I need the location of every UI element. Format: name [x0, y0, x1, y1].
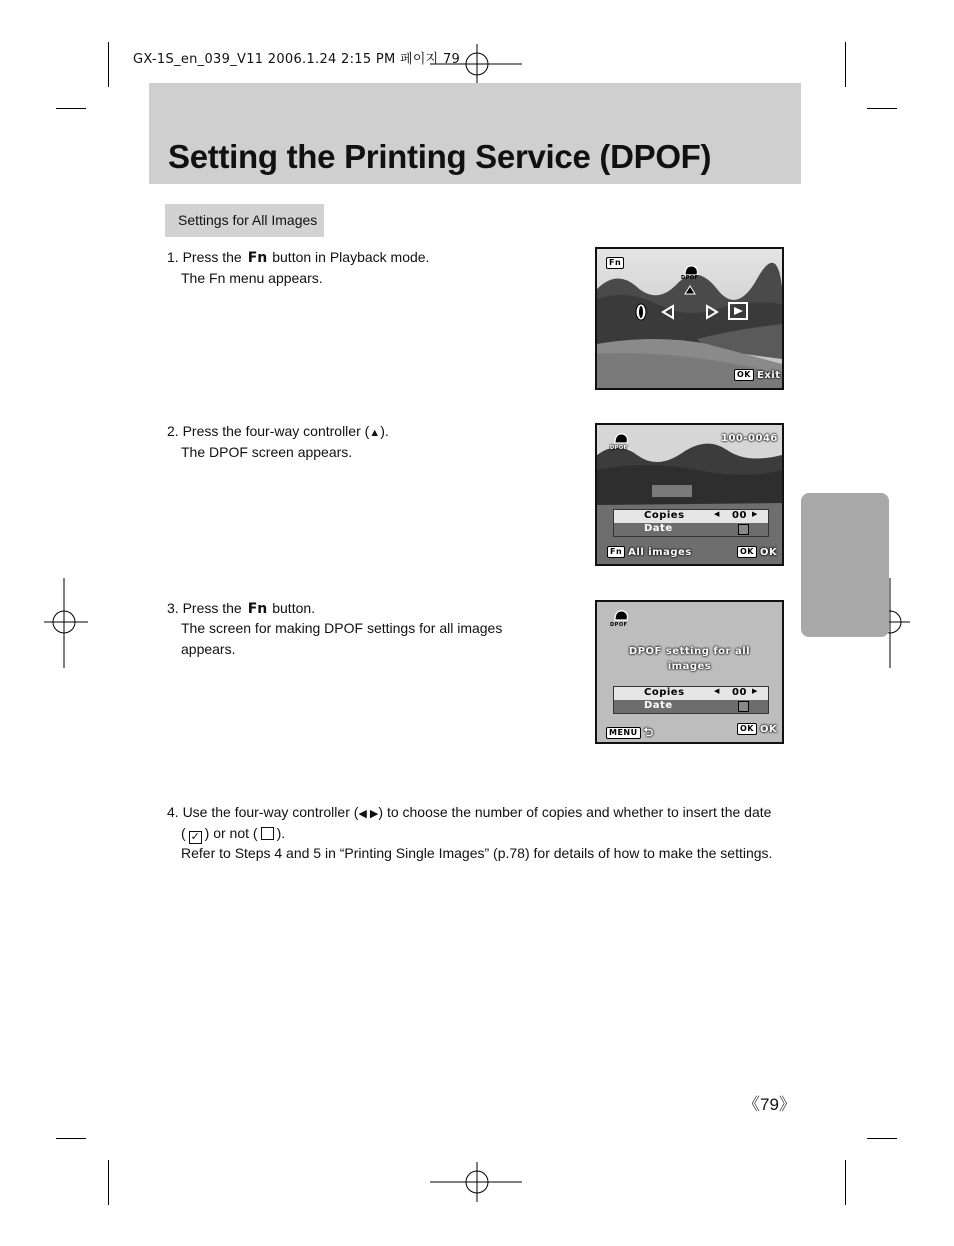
step-text: 3. Press the [167, 600, 242, 616]
step-text: 4. Use the four-way controller ( [167, 804, 359, 820]
menu-key-box: MENU [606, 727, 641, 739]
dpof-all-message-line-2: images [667, 661, 712, 672]
date-checkbox[interactable] [738, 701, 749, 712]
camera-screen-fn-menu [595, 247, 784, 390]
ok-key-box: OK [737, 723, 757, 735]
date-label: Date [644, 523, 673, 534]
ok-exit-label [734, 369, 781, 381]
date-row[interactable] [614, 700, 768, 713]
date-label: Date [644, 700, 673, 711]
left-arrow-icon: ◀ [714, 510, 720, 518]
crop-mark [867, 1138, 897, 1139]
ok-text: OK [760, 724, 778, 735]
camera-screen-dpof [595, 423, 784, 566]
step-2-line-1 [167, 423, 389, 442]
all-images-text: All images [628, 547, 692, 558]
checked-box-icon: ✓ [190, 831, 200, 843]
copies-label: Copies [644, 687, 685, 698]
dpof-label: DPOF [681, 275, 699, 281]
step-text: ( [181, 825, 186, 841]
fn-button-icon: Fn [247, 601, 268, 617]
ok-label [737, 546, 777, 558]
fn-key-box: Fn [606, 257, 624, 269]
crop-mark [56, 1138, 86, 1139]
right-arrow-icon: ▶ [752, 510, 758, 518]
copies-value: 00 [732, 687, 747, 698]
step-text: ). [276, 825, 286, 841]
step-text: 1. Press the [167, 249, 242, 265]
crop-mark [56, 108, 86, 109]
fn-button-icon: Fn [247, 250, 268, 266]
fn-key-label [606, 257, 627, 269]
step-4-line-2 [181, 825, 285, 844]
menu-back-label [606, 723, 654, 744]
step-3-line-2: The screen for making DPOF settings for all images [181, 620, 503, 636]
step-text: ). [380, 423, 389, 439]
camera-screen-dpof-all [595, 600, 784, 744]
step-3-line-1 [167, 600, 315, 618]
empty-box-icon [261, 827, 274, 840]
section-label: Settings for All Images [178, 212, 318, 228]
step-4-line-1 [167, 804, 771, 823]
right-arrow-icon: ▶ [752, 687, 758, 695]
crop-mark [845, 42, 846, 87]
copies-row[interactable] [614, 510, 768, 523]
dpof-settings-panel [613, 509, 769, 537]
copies-row[interactable] [614, 687, 768, 700]
date-row[interactable] [614, 523, 768, 536]
page-number: 《79》 [743, 1095, 796, 1114]
page-title: Setting the Printing Service (DPOF) [168, 138, 712, 175]
crop-mark [867, 108, 897, 109]
copies-label: Copies [644, 510, 685, 521]
step-1-line-1 [167, 249, 429, 267]
step-text: 2. Press the four-way controller ( [167, 423, 370, 439]
ok-key-box: OK [734, 369, 754, 381]
step-4-line-3: Refer to Steps 4 and 5 in “Printing Single Images” (p.78) for details of how to make the settings. [181, 845, 773, 861]
date-checkbox[interactable] [738, 524, 749, 535]
dpof-label: DPOF [610, 445, 628, 451]
step-3-line-3: appears. [181, 641, 236, 657]
ok-key-box: OK [737, 546, 757, 558]
up-arrow-icon: ▲ [369, 427, 381, 439]
crop-mark [845, 1160, 846, 1205]
print-header-meta: GX-1S_en_039_V11 2006.1.24 2:15 PM 페이지 79 [133, 52, 461, 67]
dpof-label: DPOF [610, 622, 628, 628]
dpof-settings-panel [613, 686, 769, 714]
file-number: 100-0046 [721, 433, 778, 444]
fn-key-box: Fn [607, 546, 625, 558]
step-2-line-2: The DPOF screen appears. [181, 444, 353, 460]
registration-mark-left [44, 578, 88, 670]
back-arrow-icon: ⮌ [643, 725, 654, 739]
fn-menu-direction-icons [633, 283, 753, 325]
crop-mark [108, 1160, 109, 1205]
left-arrow-icon: ◀ [714, 687, 720, 695]
step-text: ) to choose the number of copies and whether to insert the date [378, 804, 772, 820]
ok-label [737, 723, 777, 735]
step-text: button. [272, 600, 316, 616]
ok-text: OK [760, 547, 778, 558]
step-1-line-2: The Fn menu appears. [181, 270, 323, 286]
step-text: button in Playback mode. [272, 249, 430, 265]
copies-value: 00 [732, 510, 747, 521]
side-tab [801, 493, 889, 637]
fn-all-images-label [607, 546, 692, 558]
exit-text: Exit [757, 370, 781, 381]
dpof-all-message-line-1: DPOF setting for all [628, 646, 751, 657]
registration-mark-bottom [430, 1162, 525, 1202]
crop-mark [108, 42, 109, 87]
left-right-arrow-icon: ◀ ▶ [358, 808, 379, 820]
step-text: ) or not ( [204, 825, 258, 841]
